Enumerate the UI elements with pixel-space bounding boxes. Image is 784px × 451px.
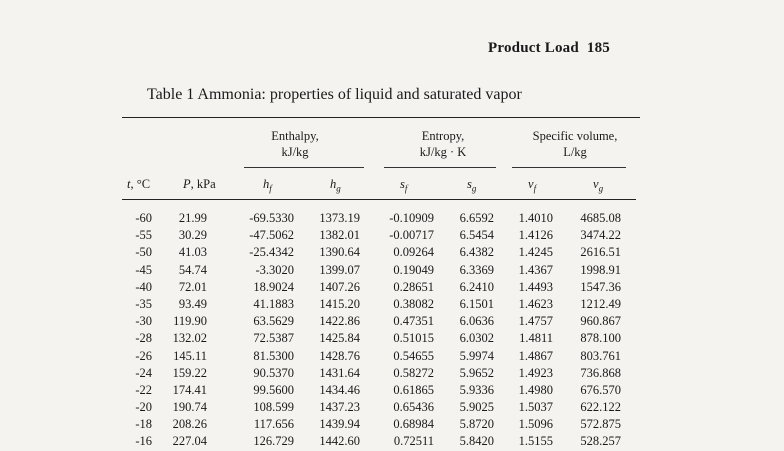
volume-group-header: [522, 128, 628, 160]
cell-vf: 1.4811: [519, 331, 553, 346]
table-row: [0, 382, 784, 399]
cell-sf: -0.10909: [389, 211, 434, 225]
cell-sf: 0.61865: [393, 382, 434, 397]
cell-p: 93.49: [178, 296, 207, 311]
cell-hg: 1407.26: [319, 279, 360, 294]
cell-p: 227.04: [172, 434, 207, 449]
cell-vf: 1.4923: [518, 365, 553, 380]
cell-hf: 18.9024: [253, 279, 294, 294]
cell-vf: 1.4623: [518, 296, 553, 311]
cell-p: 30.29: [178, 228, 207, 243]
entropy-unit: kJ/kg · K: [419, 145, 467, 159]
cell-p: 21.99: [178, 211, 207, 225]
cell-t: -60: [135, 211, 152, 225]
cell-p: 145.11: [173, 348, 207, 363]
volume-group-rule: [512, 167, 626, 168]
table-row: [0, 416, 784, 433]
table-body: [0, 210, 784, 451]
cell-hg: 1373.19: [319, 211, 360, 225]
cell-hg: 1422.86: [319, 314, 360, 329]
table-row: [0, 433, 784, 450]
cell-vg: 803.761: [580, 348, 621, 363]
cell-p: 190.74: [172, 400, 207, 415]
enthalpy-group-header: [250, 128, 340, 160]
cell-sg: 6.6592: [459, 211, 494, 225]
cell-vf: 1.4493: [518, 279, 553, 294]
cell-t: -28: [135, 331, 152, 346]
volume-unit: L/kg: [563, 145, 587, 159]
col-header-t: t, °C: [127, 177, 151, 191]
entropy-group-header: [398, 128, 488, 160]
cell-sg: 5.9025: [459, 400, 494, 415]
cell-hf: 126.729: [253, 434, 294, 449]
cell-t: -50: [135, 245, 152, 260]
table-title: Table 1 Ammonia: properties of liquid and saturated vapor: [147, 86, 522, 103]
cell-t: -40: [135, 279, 152, 294]
cell-hf: 63.5629: [253, 314, 294, 329]
cell-sf: 0.28651: [393, 279, 434, 294]
cell-sg: 6.1501: [459, 296, 494, 311]
table-row: [0, 262, 784, 279]
cell-vg: 878.100: [580, 331, 621, 346]
table-row: [0, 330, 784, 347]
cell-hf: 90.5370: [253, 365, 294, 380]
cell-sg: 6.0302: [459, 331, 494, 346]
cell-vg: 960.867: [580, 314, 621, 329]
table-row: [0, 296, 784, 313]
table-row: [0, 244, 784, 261]
table-row: [0, 399, 784, 416]
cell-hf: 108.599: [253, 400, 294, 415]
page-number: 185: [586, 40, 610, 56]
cell-vf: 1.4367: [518, 262, 553, 277]
cell-sg: 6.5454: [459, 228, 494, 243]
col-header-vf: $v_f$: [528, 177, 537, 194]
cell-p: 132.02: [172, 331, 207, 346]
col-header-hf: $h_f$: [263, 177, 272, 194]
col-header-p: P, kPa: [183, 177, 216, 191]
cell-vg: 528.257: [580, 434, 621, 449]
cell-sf: 0.09264: [393, 245, 434, 260]
cell-sf: 0.58272: [393, 365, 434, 380]
cell-hg: 1442.60: [319, 434, 360, 449]
cell-vg: 1547.36: [580, 279, 621, 294]
cell-p: 54.74: [178, 262, 207, 277]
cell-hg: 1415.20: [319, 296, 360, 311]
cell-hg: 1434.46: [319, 382, 360, 397]
col-header-hg: $h_g$: [330, 177, 341, 194]
cell-sg: 6.2410: [459, 279, 494, 294]
cell-t: -24: [135, 365, 152, 380]
cell-vg: 572.875: [580, 417, 621, 432]
table-row: [0, 210, 784, 227]
cell-t: -30: [135, 314, 152, 329]
cell-t: -18: [135, 417, 152, 432]
table-row: [0, 227, 784, 244]
page-header-title: Product Load: [488, 40, 579, 56]
cell-sg: 6.4382: [459, 245, 494, 260]
cell-sg: 5.9974: [459, 348, 494, 363]
table-row: [0, 365, 784, 382]
cell-sg: 6.3369: [459, 262, 494, 277]
cell-vg: 2616.51: [580, 245, 621, 260]
cell-t: -45: [135, 262, 152, 277]
cell-sf: 0.38082: [393, 296, 434, 311]
cell-p: 159.22: [172, 365, 207, 380]
cell-vg: 1998.91: [580, 262, 621, 277]
cell-t: -16: [135, 434, 152, 449]
table-row: [0, 313, 784, 330]
enthalpy-label: Enthalpy,: [271, 129, 319, 143]
cell-vg: 736.868: [580, 365, 621, 380]
entropy-label: Entropy,: [421, 129, 465, 143]
cell-hf: 81.5300: [253, 348, 294, 363]
cell-vg: 4685.08: [580, 211, 621, 225]
cell-vg: 676.570: [580, 382, 621, 397]
cell-sg: 5.9652: [459, 365, 494, 380]
cell-t: -20: [135, 400, 152, 415]
cell-sf: 0.72511: [393, 434, 434, 449]
cell-sf: 0.47351: [393, 314, 434, 329]
cell-hf: 99.5600: [253, 382, 294, 397]
cell-hg: 1382.01: [319, 228, 360, 243]
cell-vf: 1.4126: [518, 228, 553, 243]
cell-sg: 6.0636: [459, 314, 494, 329]
cell-hg: 1437.23: [319, 400, 360, 415]
cell-hf: -47.5062: [249, 228, 294, 243]
cell-t: -55: [135, 228, 152, 243]
cell-vf: 1.5096: [518, 417, 553, 432]
cell-hf: -3.3020: [255, 262, 294, 277]
col-header-sg: $s_g$: [467, 177, 477, 194]
col-header-sf: $s_f$: [400, 177, 408, 194]
cell-vf: 1.4010: [518, 211, 553, 225]
cell-sf: 0.19049: [393, 262, 434, 277]
table-top-rule: [122, 117, 640, 118]
table-row: [0, 279, 784, 296]
cell-p: 41.03: [178, 245, 207, 260]
table-header-rule: [122, 199, 636, 200]
cell-hf: 72.5387: [253, 331, 294, 346]
cell-vf: 1.4245: [518, 245, 553, 260]
cell-vf: 1.5155: [518, 434, 553, 449]
enthalpy-unit: kJ/kg: [281, 145, 309, 159]
cell-hg: 1399.07: [319, 262, 360, 277]
cell-hg: 1428.76: [319, 348, 360, 363]
cell-sg: 5.9336: [459, 382, 494, 397]
cell-p: 72.01: [178, 279, 207, 294]
cell-sg: 5.8720: [459, 417, 494, 432]
cell-hg: 1431.64: [319, 365, 360, 380]
cell-p: 119.90: [173, 314, 207, 329]
cell-p: 208.26: [172, 417, 207, 432]
enthalpy-group-rule: [244, 167, 364, 168]
cell-vg: 3474.22: [580, 228, 621, 243]
cell-t: -35: [135, 296, 152, 311]
cell-vg: 1212.49: [580, 296, 621, 311]
cell-sf: 0.54655: [393, 348, 434, 363]
cell-hf: 41.1883: [253, 296, 294, 311]
cell-hg: 1439.94: [319, 417, 360, 432]
page-header: [488, 40, 610, 57]
cell-t: -22: [135, 382, 152, 397]
entropy-group-rule: [384, 167, 496, 168]
cell-p: 174.41: [172, 382, 207, 397]
cell-sf: 0.65436: [393, 400, 434, 415]
cell-sg: 5.8420: [459, 434, 494, 449]
cell-t: -26: [135, 348, 152, 363]
cell-vf: 1.5037: [518, 400, 553, 415]
cell-hf: -25.4342: [249, 245, 294, 260]
volume-label: Specific volume,: [532, 129, 618, 143]
col-header-vg: $v_g$: [593, 177, 604, 194]
cell-hg: 1390.64: [319, 245, 360, 260]
cell-vf: 1.4980: [518, 382, 553, 397]
cell-sf: 0.51015: [393, 331, 434, 346]
cell-sf: 0.68984: [393, 417, 434, 432]
cell-vf: 1.4867: [518, 348, 553, 363]
cell-hg: 1425.84: [319, 331, 360, 346]
table-row: [0, 348, 784, 365]
cell-vg: 622.122: [580, 400, 621, 415]
cell-hf: -69.5330: [249, 211, 294, 225]
cell-sf: -0.00717: [389, 228, 434, 243]
cell-hf: 117.656: [253, 417, 294, 432]
cell-vf: 1.4757: [518, 314, 553, 329]
